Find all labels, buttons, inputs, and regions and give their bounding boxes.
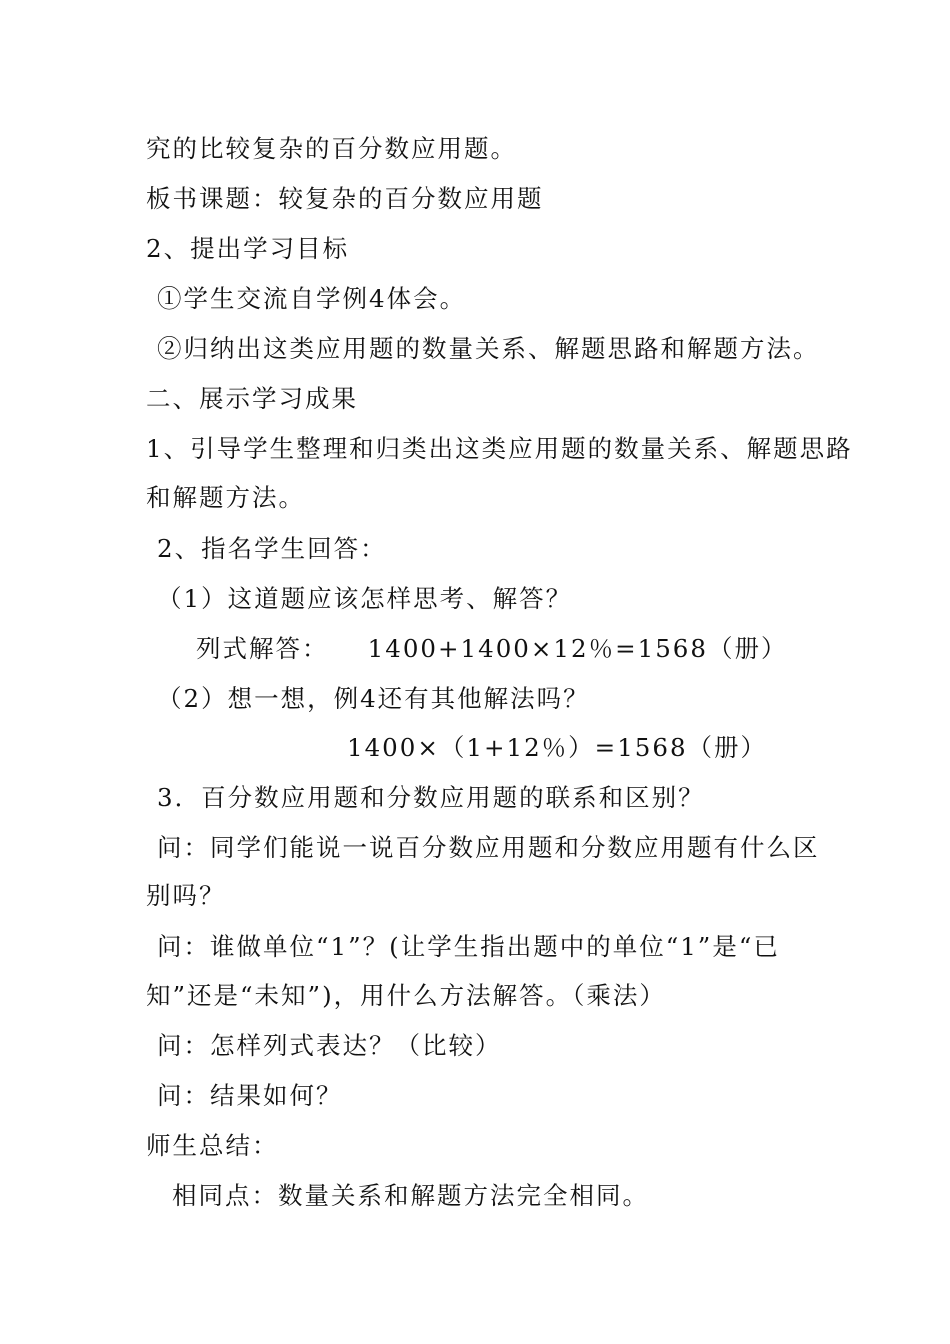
- text-line: （2）想一想，例4还有其他解法吗？: [157, 684, 590, 713]
- text-line: 相同点：数量关系和解题方法完全相同。: [172, 1181, 649, 1210]
- section-heading: 二、展示学习成果: [146, 384, 358, 413]
- section-heading: 2、提出学习目标: [146, 234, 350, 263]
- text-line: 3．百分数应用题和分数应用题的联系和区别？: [157, 783, 705, 812]
- text-line: 2、指名学生回答：: [157, 534, 387, 563]
- text-line: 究的比较复杂的百分数应用题。: [146, 134, 517, 163]
- formula-line: 1400×（1+12％）=1568（册）: [347, 733, 768, 762]
- text-line: 板书课题：较复杂的百分数应用题: [146, 184, 544, 213]
- text-line: ①学生交流自学例4体会。: [157, 284, 467, 313]
- text-line: 知”还是“未知”)，用什么方法解答。（乘法）: [146, 981, 666, 1010]
- text-line: 问：同学们能说一说百分数应用题和分数应用题有什么区: [157, 833, 820, 862]
- text-line: 问：谁做单位“1”？(让学生指出题中的单位“1”是“已: [157, 932, 780, 961]
- text-line: 1、引导学生整理和归类出这类应用题的数量关系、解题思路: [146, 434, 853, 463]
- text-line: （1）这道题应该怎样思考、解答？: [157, 584, 573, 613]
- text-line: 师生总结：: [146, 1131, 279, 1160]
- formula-line: 列式解答： 1400+1400×12％=1568（册）: [196, 634, 788, 663]
- text-line: 和解题方法。: [146, 483, 305, 512]
- text-line: ②归纳出这类应用题的数量关系、解题思路和解题方法。: [157, 334, 820, 363]
- text-line: 问：结果如何？: [157, 1081, 343, 1110]
- text-line: 别吗？: [146, 881, 226, 910]
- text-line: 问：怎样列式表达？（比较）: [157, 1031, 502, 1060]
